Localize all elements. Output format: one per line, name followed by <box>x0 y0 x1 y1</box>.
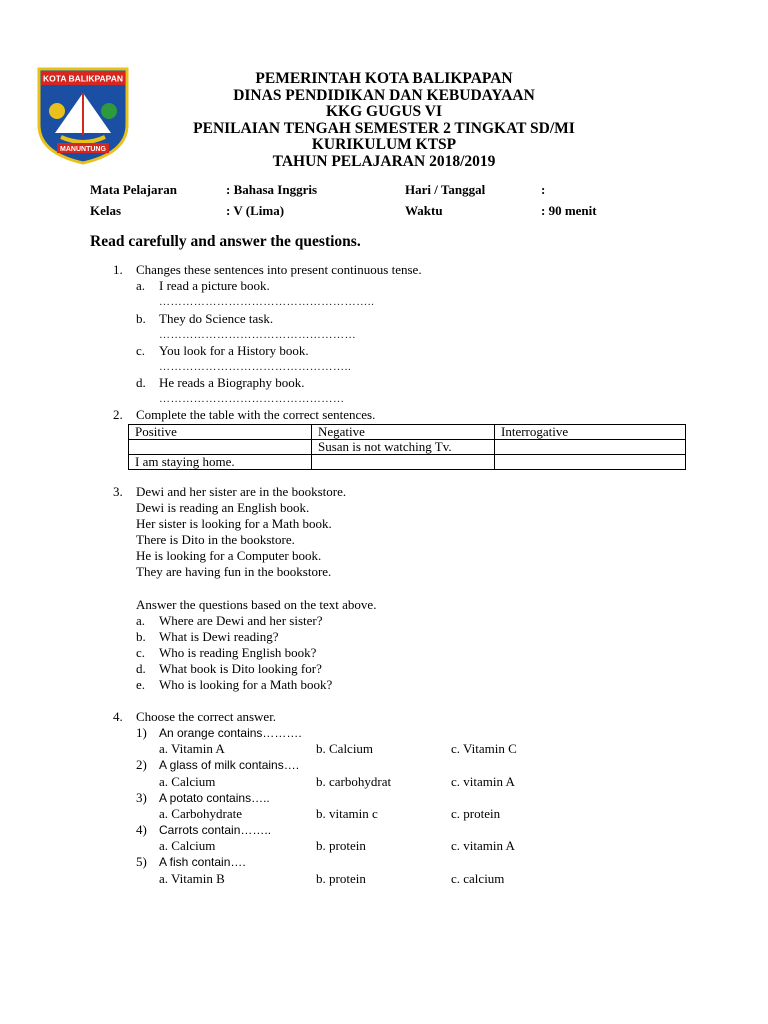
q4-item-text: A fish contain…. <box>159 855 246 869</box>
table-row <box>129 440 686 455</box>
option-a[interactable]: a. Carbohydrate <box>159 806 243 821</box>
q4-item-text: A potato contains….. <box>159 791 270 805</box>
option-b[interactable]: b. protein <box>316 838 366 853</box>
q4-number: 4. <box>113 709 123 724</box>
table-cell[interactable] <box>312 455 495 470</box>
table-header-interrogative: Interrogative <box>495 425 686 440</box>
q3-question-text: Where are Dewi and her sister? <box>159 613 323 628</box>
header-line-year: TAHUN PELAJARAN 2018/2019 <box>272 152 496 170</box>
passage-line: Dewi and her sister are in the bookstore. <box>136 484 347 499</box>
q3-question-letter: d. <box>136 661 146 676</box>
q1-item-text: He reads a Biography book. <box>159 375 305 390</box>
option-a[interactable]: a. Vitamin A <box>159 741 225 756</box>
header-line-exam: PENILAIAN TENGAH SEMESTER 2 TINGKAT SD/MI <box>193 119 575 137</box>
table-cell[interactable] <box>129 440 312 455</box>
q1-answer-line[interactable]: …………………………………………… <box>159 329 357 341</box>
q4-item-text: An orange contains………. <box>159 726 302 740</box>
instruction-heading: Read carefully and answer the questions. <box>90 233 361 250</box>
passage-line: They are having fun in the bookstore. <box>136 564 332 579</box>
q3-question-letter: e. <box>136 677 146 692</box>
table-cell: I am staying home. <box>129 455 312 470</box>
option-a[interactable]: a. Vitamin B <box>159 871 225 886</box>
sentence-table <box>128 424 686 470</box>
document-header <box>150 71 618 171</box>
q4-prompt: Choose the correct answer. <box>136 709 277 724</box>
subject-label: Mata Pelajaran <box>90 182 178 197</box>
header-line-department: DINAS PENDIDIKAN DAN KEBUDAYAAN <box>233 86 535 104</box>
day-value: : <box>541 182 546 197</box>
q4-item-number: 4) <box>136 822 147 837</box>
q3-question-letter: a. <box>136 613 146 628</box>
option-b[interactable]: b. protein <box>316 871 366 886</box>
option-a[interactable]: a. Calcium <box>159 774 216 789</box>
passage-line: There is Dito in the bookstore. <box>136 532 295 547</box>
q4-item-number: 1) <box>136 725 147 740</box>
table-header-positive: Positive <box>129 425 312 440</box>
header-line-curriculum: KURIKULUM KTSP <box>311 136 457 154</box>
q1-number: 1. <box>113 262 123 277</box>
q3-question-text: What is Dewi reading? <box>159 629 279 644</box>
svg-text:MANUNTUNG: MANUNTUNG <box>60 146 106 153</box>
header-line-government: PEMERINTAH KOTA BALIKPAPAN <box>255 70 513 87</box>
q1-item-letter: c. <box>136 343 146 358</box>
q4-item-number: 3) <box>136 790 147 805</box>
option-a[interactable]: a. Calcium <box>159 838 216 853</box>
option-c[interactable]: c. vitamin A <box>451 838 515 853</box>
q1-answer-line[interactable]: ………………………………………….. <box>159 361 352 373</box>
table-header-row <box>129 425 686 440</box>
q1-item-letter: b. <box>136 311 146 326</box>
option-b[interactable]: b. carbohydrat <box>316 774 392 789</box>
q1-prompt: Changes these sentences into present continuous tense. <box>136 262 422 277</box>
q3-question-letter: b. <box>136 629 146 644</box>
option-c[interactable]: c. protein <box>451 806 501 821</box>
table-cell[interactable] <box>495 440 686 455</box>
time-value: : 90 menit <box>541 203 597 218</box>
q2-prompt: Complete the table with the correct sentences. <box>136 407 376 422</box>
q1-item-letter: a. <box>136 278 146 293</box>
q3-prompt: Answer the questions based on the text above. <box>136 597 377 612</box>
q3-question-text: Who is looking for a Math book? <box>159 677 333 692</box>
passage-line: Dewi is reading an English book. <box>136 500 310 515</box>
q1-item-text: I read a picture book. <box>159 278 270 293</box>
q2-number: 2. <box>113 407 123 422</box>
option-c[interactable]: c. Vitamin C <box>451 741 517 756</box>
table-cell[interactable] <box>495 455 686 470</box>
option-b[interactable]: b. Calcium <box>316 741 374 756</box>
table-cell: Susan is not watching Tv. <box>312 440 495 455</box>
option-c[interactable]: c. calcium <box>451 871 505 886</box>
q1-item-text: They do Science task. <box>159 311 274 326</box>
class-label: Kelas <box>90 203 122 218</box>
q3-number: 3. <box>113 484 123 499</box>
option-b[interactable]: b. vitamin c <box>316 806 378 821</box>
svg-text:KOTA BALIKPAPAN: KOTA BALIKPAPAN <box>43 73 123 84</box>
q4-item-text: Carrots contain…….. <box>159 823 272 837</box>
q4-item-number: 5) <box>136 854 147 869</box>
option-c[interactable]: c. vitamin A <box>451 774 515 789</box>
q4-item-number: 2) <box>136 757 147 772</box>
q3-question-letter: c. <box>136 645 146 660</box>
passage-line: Her sister is looking for a Math book. <box>136 516 332 531</box>
table-row <box>129 455 686 470</box>
q3-question-text: Who is reading English book? <box>159 645 317 660</box>
q1-answer-line[interactable]: ………………………………………… <box>159 393 345 405</box>
table-header-negative: Negative <box>312 425 495 440</box>
header-line-cluster: KKG GUGUS VI <box>326 103 442 121</box>
q1-item-letter: d. <box>136 375 146 390</box>
q1-answer-line[interactable]: ……………………………………………….. <box>159 296 375 308</box>
city-emblem-logo <box>35 63 131 165</box>
subject-value: : Bahasa Inggris <box>226 182 318 197</box>
class-value: : V (Lima) <box>226 203 285 218</box>
q1-item-text: You look for a History book. <box>159 343 309 358</box>
q4-item-text: A glass of milk contains…. <box>159 758 300 772</box>
day-label: Hari / Tanggal <box>405 182 486 197</box>
time-label: Waktu <box>405 203 443 218</box>
q3-question-text: What book is Dito looking for? <box>159 661 322 676</box>
passage-line: He is looking for a Computer book. <box>136 548 322 563</box>
